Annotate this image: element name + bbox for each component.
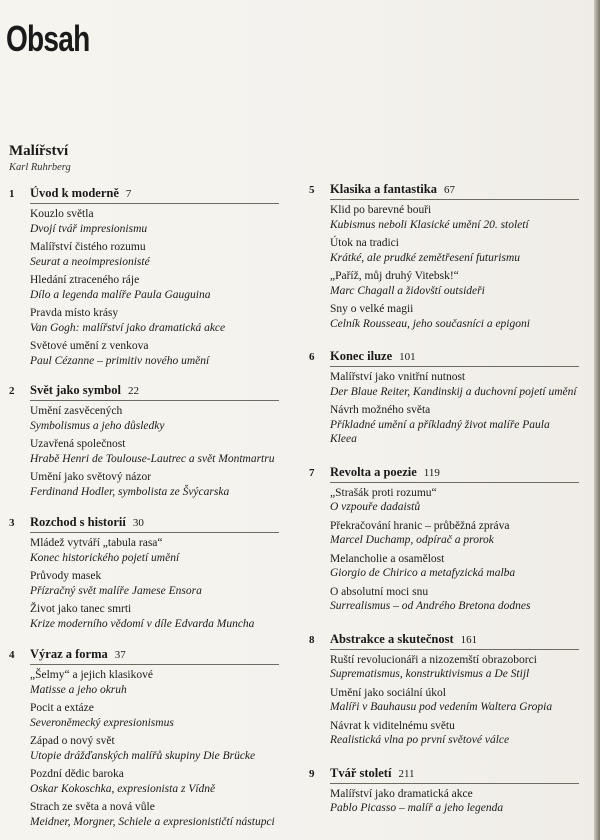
entry-subtitle: Symbolismus a jeho důsledky (30, 419, 165, 432)
entry-subtitle: Příkladné umění a příkladný život malíře Paula Kleea (330, 418, 550, 445)
chapter-page-number: 22 (127, 385, 139, 397)
chapter-title (30, 383, 139, 398)
toc-entry[interactable] (330, 552, 579, 581)
entry-subtitle: Ferdinand Hodler, symbolista ze Švýcarska (30, 485, 230, 498)
entry-title: Kouzlo světla (30, 208, 94, 220)
chapter-heading[interactable] (9, 515, 279, 533)
chapter-page-number: 101 (399, 351, 416, 363)
chapter-title-text: Klasika a fantastika (330, 182, 437, 196)
entry-subtitle: Giorgio de Chirico a metafyzická malba (330, 567, 516, 579)
entry-title: Průvody masek (30, 570, 102, 582)
toc-entry[interactable] (30, 701, 279, 730)
entry-subtitle: Van Gogh: malířství jako dramatická akce (30, 321, 226, 334)
toc-entry[interactable] (330, 585, 579, 614)
toc-chapter (309, 465, 579, 614)
chapter-title-text: Tvář století (330, 765, 392, 780)
toc-entry[interactable] (330, 719, 579, 748)
chapter-title (30, 186, 131, 201)
toc-entry[interactable] (30, 273, 279, 302)
toc-entry[interactable] (30, 470, 279, 499)
section-title: Malířství (9, 143, 69, 159)
toc-entry[interactable] (30, 339, 279, 368)
toc-entry[interactable] (330, 486, 579, 515)
entry-title: Sny o velké magii (330, 303, 414, 315)
toc-chapter (9, 647, 279, 829)
toc-entry[interactable] (330, 653, 579, 682)
entry-title: Světové umění z venkova (30, 340, 149, 352)
entry-subtitle: Seurat a neoimpresionisté (30, 255, 150, 268)
entry-subtitle: Přízračný svět malíře Jamese Ensora (30, 584, 202, 597)
chapter-heading[interactable] (9, 647, 279, 665)
entry-subtitle: Hrabě Henri de Toulouse-Lautrec a svět Montmartru (30, 452, 275, 465)
toc-entry[interactable] (330, 370, 579, 399)
entry-subtitle: Krize moderního vědomí v díle Edvarda Muncha (30, 617, 255, 630)
toc-entry[interactable] (330, 236, 579, 265)
chapter-heading[interactable] (309, 766, 579, 784)
entry-subtitle: Severoněmecký expresionismus (30, 716, 174, 729)
toc-chapter (309, 349, 579, 447)
toc-chapter (309, 766, 579, 816)
chapter-page-number: 67 (443, 184, 455, 196)
chapter-number: 9 (309, 767, 315, 780)
toc-entry[interactable] (330, 403, 579, 447)
entry-subtitle: Celník Rousseau, jeho současníci a epigoni (330, 317, 530, 330)
entry-title: Umění jako sociální úkol (330, 686, 446, 699)
chapter-heading[interactable] (309, 465, 579, 483)
chapter-title (330, 182, 455, 197)
entry-title: Návrh možného světa (330, 404, 431, 416)
toc-entry[interactable] (330, 302, 579, 331)
toc-entry[interactable] (30, 240, 279, 269)
entry-subtitle: Konec historického pojetí umění (30, 551, 180, 564)
chapter-title (30, 515, 144, 530)
chapter-rule (30, 203, 279, 204)
entry-subtitle: Oskar Kokoschka, expresionista z Vídně (30, 782, 216, 795)
chapter-rule (330, 649, 579, 650)
entry-subtitle: Utopie drážďanských malířů skupiny Die Brücke (30, 749, 256, 762)
entry-title: Útok na tradici (330, 237, 399, 249)
chapter-title-text: Výraz a forma (30, 647, 108, 661)
chapter-title (330, 632, 477, 647)
chapter-rule (30, 400, 279, 401)
page-title: Obsah (6, 18, 90, 59)
entry-title: Malířství jako vnitřní nutnost (330, 371, 466, 383)
toc-chapter (309, 632, 579, 748)
toc-entry[interactable] (30, 569, 279, 598)
toc-entry[interactable] (30, 800, 279, 829)
chapter-rule (330, 366, 579, 367)
entry-title: „Strašák proti rozumu“ (330, 486, 437, 499)
entry-title: Život jako tanec smrti (30, 603, 132, 615)
toc-entry[interactable] (30, 734, 279, 763)
chapter-number: 2 (9, 385, 15, 397)
entry-subtitle: Krátké, ale prudké zemětřesení futurismu (330, 251, 521, 264)
entry-subtitle: Suprematismus, konstruktivismus a De Stijl (330, 668, 530, 680)
entry-title: Pravda místo krásy (30, 307, 119, 319)
entry-title: Malířství čistého rozumu (30, 241, 146, 253)
chapter-rule (330, 783, 579, 784)
chapter-rule (330, 199, 579, 200)
chapter-title-text: Úvod k moderně (30, 186, 119, 200)
chapter-title (330, 465, 440, 480)
chapter-number: 6 (309, 351, 315, 363)
entry-subtitle: Malíři v Bauhausu pod vedením Waltera Gropia (330, 701, 553, 713)
toc-entry[interactable] (30, 668, 279, 697)
chapter-number: 7 (309, 466, 315, 479)
entry-title: Umění jako světový názor (30, 471, 152, 483)
entry-subtitle: Marc Chagall a židovští outsideři (330, 284, 485, 297)
chapter-number: 5 (309, 184, 315, 196)
entry-subtitle: Paul Cézanne – primitiv nového umění (30, 354, 210, 367)
toc-entry[interactable] (30, 602, 279, 631)
toc-entry[interactable] (330, 203, 579, 232)
chapter-page-number: 37 (114, 649, 126, 661)
chapter-rule (330, 482, 579, 483)
toc-chapter (309, 182, 579, 331)
entry-subtitle: Dvojí tvář impresionismu (30, 222, 148, 235)
chapter-title (30, 647, 126, 662)
chapter-page-number: 7 (125, 188, 132, 200)
entry-title: Pocit a extáze (30, 702, 94, 714)
section-author: Karl Ruhrberg (9, 162, 71, 173)
entry-title: Strach ze světa a nová vůle (30, 801, 155, 813)
chapter-title-text: Rozchod s historií (30, 515, 126, 529)
chapter-heading[interactable] (309, 182, 579, 200)
entry-title: Západ o nový svět (30, 735, 115, 747)
toc-entry[interactable] (30, 404, 279, 433)
entry-title: Překračování hranic – průběžná zpráva (330, 519, 510, 532)
chapter-page-number: 161 (460, 633, 478, 646)
chapter-rule (30, 664, 279, 665)
chapter-page-number: 119 (423, 466, 440, 479)
chapter-heading[interactable] (9, 186, 279, 204)
entry-subtitle: Der Blaue Reiter, Kandinskij a duchovní pojetí umění (330, 385, 577, 398)
toc-entry[interactable] (330, 787, 579, 816)
entry-title: „Šelmy“ a jejich klasikové (30, 669, 153, 681)
chapter-title-text: Abstrakce a skutečnost (330, 631, 454, 646)
entry-title: Malířství jako dramatická akce (330, 787, 473, 800)
chapter-page-number: 211 (398, 767, 415, 780)
toc-chapter (9, 515, 279, 631)
toc-entry[interactable] (30, 536, 279, 565)
entry-subtitle: Pablo Picasso – malíř a jeho legenda (330, 802, 504, 814)
entry-title: Hledání ztraceného ráje (30, 274, 140, 286)
entry-subtitle: Surrealismus – od Andrého Bretona dodnes (330, 600, 531, 612)
entry-subtitle: Matisse a jeho okruh (30, 683, 127, 696)
toc-entry[interactable] (30, 767, 279, 796)
toc-left-column (9, 186, 279, 829)
entry-subtitle: Marcel Duchamp, odpírač a prorok (330, 534, 494, 546)
toc-entry[interactable] (330, 269, 579, 298)
entry-subtitle: Realistická vlna po první světové válce (330, 734, 510, 746)
entry-title: O absolutní moci snu (330, 585, 429, 598)
entry-subtitle: Meidner, Morgner, Schiele a expresionističtí nástupci (30, 815, 275, 828)
entry-subtitle: O vzpouře dadaistů (330, 501, 421, 513)
entry-subtitle: Kubismus neboli Klasické umění 20. století (330, 218, 529, 231)
toc-chapter (9, 186, 279, 368)
chapter-rule (30, 532, 279, 533)
page-edge-shadow (594, 0, 600, 840)
entry-title: Pozdní dědic baroka (30, 768, 124, 780)
chapter-title-text: Konec iluze (330, 349, 393, 363)
chapter-page-number: 30 (132, 517, 144, 529)
entry-title: Umění zasvěcených (30, 405, 123, 417)
chapter-number: 4 (9, 649, 15, 661)
chapter-title-text: Revolta a poezie (330, 464, 417, 479)
entry-title: Mládež vytváří „tabula rasa“ (30, 537, 163, 549)
toc-right-column (309, 182, 579, 816)
toc-entry[interactable] (30, 207, 279, 236)
chapter-number: 8 (309, 633, 315, 646)
toc-chapter (9, 383, 279, 499)
entry-title: Ruští revolucionáři a nizozemští obrazoborci (330, 653, 537, 666)
toc-entry[interactable] (30, 437, 279, 466)
entry-title: Uzavřená společnost (30, 438, 126, 450)
chapter-title (330, 349, 416, 364)
chapter-heading[interactable] (9, 383, 279, 401)
chapter-number: 3 (9, 517, 15, 529)
toc-entry[interactable] (330, 519, 579, 548)
chapter-title-text: Svět jako symbol (30, 383, 121, 397)
chapter-title (330, 766, 415, 781)
chapter-number: 1 (9, 188, 15, 200)
entry-title: Návrat k viditelnému světu (330, 719, 455, 732)
chapter-heading[interactable] (309, 349, 579, 367)
toc-entry[interactable] (30, 306, 279, 335)
toc-entry[interactable] (330, 686, 579, 715)
entry-subtitle: Dílo a legenda malíře Paula Gauguina (30, 288, 211, 301)
entry-title: Klid po barevné bouři (330, 204, 432, 216)
chapter-heading[interactable] (309, 632, 579, 650)
entry-title: Melancholie a osamělost (330, 552, 445, 565)
entry-title: „Paříž, můj druhý Vitebsk!“ (330, 270, 459, 282)
